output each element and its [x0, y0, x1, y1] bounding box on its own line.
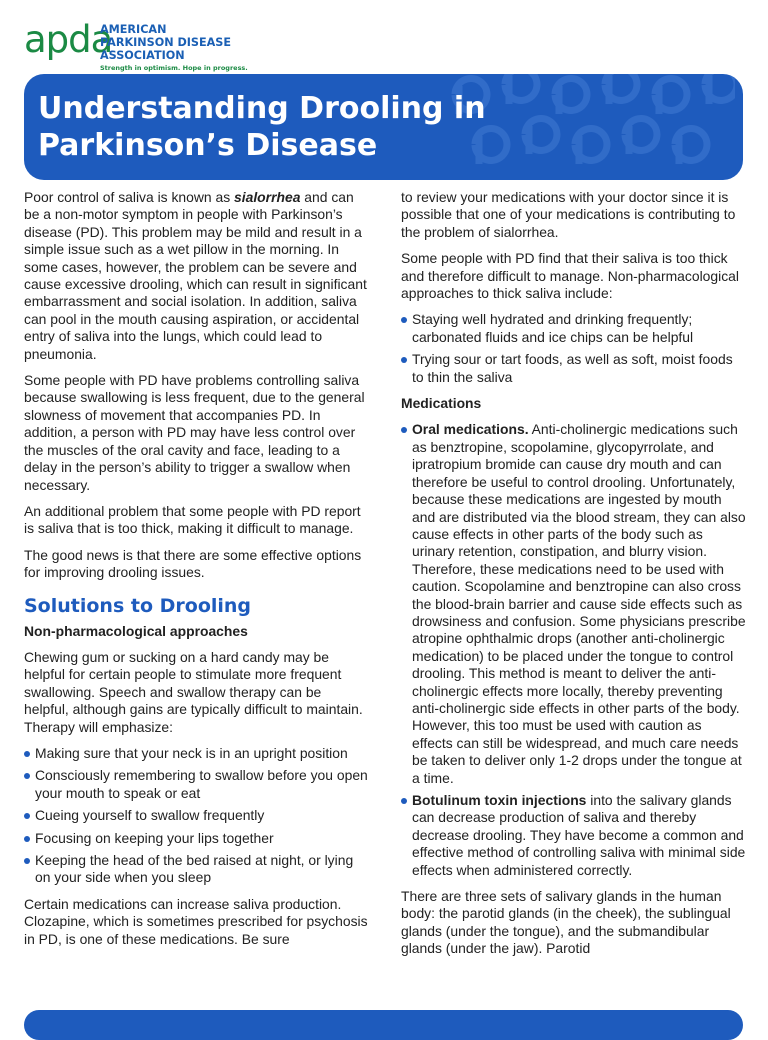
org-name-line-3: ASSOCIATION: [100, 49, 185, 62]
organization-name: [100, 23, 231, 62]
page-title: [38, 90, 486, 164]
botulinum-text: into the salivary glands can decrease production of saliva and thereby decrease drooling. They have become a common and effective method of controlling saliva with minimal side effects when administered correctly.: [412, 792, 746, 878]
list-item: Cueing yourself to swallow frequently: [24, 807, 368, 824]
intro-paragraph: [24, 189, 368, 363]
org-name-line-1: AMERICAN: [100, 23, 167, 36]
thick-saliva-approaches-paragraph: Some people with PD find that their saliva is too thick and therefore difficult to manage. Non-pharmacological approaches to thick saliva include:: [401, 250, 739, 302]
logo-mark: apda: [24, 18, 113, 61]
review-medications-paragraph: to review your medications with your doctor since it is possible that one of your medications is contributing to the problem of sialorrhea.: [401, 189, 736, 240]
title-line-1: Understanding Drooling in: [38, 91, 486, 126]
medications-saliva-paragraph: Certain medications can increase saliva production. Clozapine, which is sometimes prescribed for psychosis in PD, is one of these medications. Be sure: [24, 895, 368, 947]
chewing-gum-paragraph: Chewing gum or sucking on a hard candy may be helpful for certain people to stimulate more frequent swallowing. Speech and swallow therapy can be helpful, although gains are typically difficult to maintain. Therapy will emphasize:: [24, 648, 363, 735]
medications-subheading: Medications: [401, 395, 482, 412]
org-name-line-2: PARKINSON DISEASE: [100, 36, 231, 49]
list-item: Consciously remembering to swallow before you open your mouth to speak or eat: [24, 767, 368, 802]
oral-medications-text: Anti-cholinergic medications such as benztropine, scopolamine, glycopyrrolate, and ipratropium bromide can cause dry mouth and can therefore be useful to control drooling. Unfortunately, because these medications are ingested by mouth and are distributed via the blood stream, they can also cause effects in other parts of the body such as urinary retention, constipation, and blurry vision. Therefore, these medications need to be used with caution. Scopolamine and benztropine can also cross the blood-brain barrier and cause side effects such as drowsiness and confusion. Some physicians prescribe atropine ophthalmic drops (another anti-cholinergic medication) to be placed under the tongue to control drooling. This method is meant to deliver the anti-cholinergic effects more locally, thereby preventing anti-cholinergic side effects in other parts of the body. However, this too must be used with caution as effects can still be widespread, and much care needs be taken to deliver only 1-2 drops under the tongue at a time.: [412, 421, 746, 786]
therapy-list: [24, 745, 368, 887]
banner-pattern-decoration: [445, 74, 735, 180]
list-item: Making sure that your neck is in an upright position: [24, 745, 368, 762]
intro-text-a: Poor control of saliva is known as: [24, 189, 235, 205]
title-line-2: Parkinson’s Disease: [38, 128, 378, 163]
swallowing-paragraph: Some people with PD have problems controlling saliva because swallowing is less frequent, due to the general slowness of movement that accompanies PD. In addition, a person with PD may have less control over the muscles of the oral cavity and face, leading to a delay in the person’s ability to trigger a swallow when necessary.: [24, 372, 365, 493]
list-item: Focusing on keeping your lips together: [24, 830, 368, 847]
good-news-paragraph: The good news is that there are some effective options for improving drooling issues.: [24, 546, 362, 581]
non-pharma-subheading: Non-pharmacological approaches: [24, 622, 248, 639]
tagline: Strength in optimism. Hope in progress.: [100, 64, 248, 72]
left-column: [24, 189, 368, 957]
medications-list: [401, 421, 746, 879]
thick-saliva-list: [401, 311, 746, 386]
thick-saliva-paragraph: An additional problem that some people with PD report is saliva that is too thick, making it difficult to manage.: [24, 502, 361, 537]
apda-logo: [24, 18, 284, 70]
right-column: [401, 189, 746, 967]
list-item: [401, 792, 746, 879]
list-item: Staying well hydrated and drinking frequently; carbonated fluids and ice chips can be helpful: [401, 311, 746, 346]
sialorrhea-term: sialorrhea: [234, 189, 301, 205]
list-item: [401, 421, 746, 787]
title-banner: [24, 74, 743, 180]
footer-bar: [24, 1010, 743, 1040]
oral-medications-label: Oral medications.: [412, 421, 529, 438]
list-item: Trying sour or tart foods, as well as soft, moist foods to thin the saliva: [401, 351, 746, 386]
botulinum-label: Botulinum toxin injections: [412, 792, 587, 808]
list-item: Keeping the head of the bed raised at night, or lying on your side when you sleep: [24, 852, 368, 887]
solutions-heading: Solutions to Drooling: [24, 594, 252, 617]
intro-text-b: and can be a non-motor symptom in people with Parkinson’s disease (PD). This problem may be mild and result in a simple issue such as a wet pillow in the morning. In some cases, however, the problem can be severe and cause excessive drooling, which can result in significant embarrassment and social isolation. In addition, saliva can pool in the mouth causing aspiration, or accidental entry of saliva into the lungs, which could lead to pneumonia.: [24, 189, 367, 362]
salivary-glands-paragraph: There are three sets of salivary glands in the human body: the parotid glands (in the cheek), the sublingual glands (under the tongue), and the submandibular glands (under the jaw). Parotid: [401, 888, 731, 957]
